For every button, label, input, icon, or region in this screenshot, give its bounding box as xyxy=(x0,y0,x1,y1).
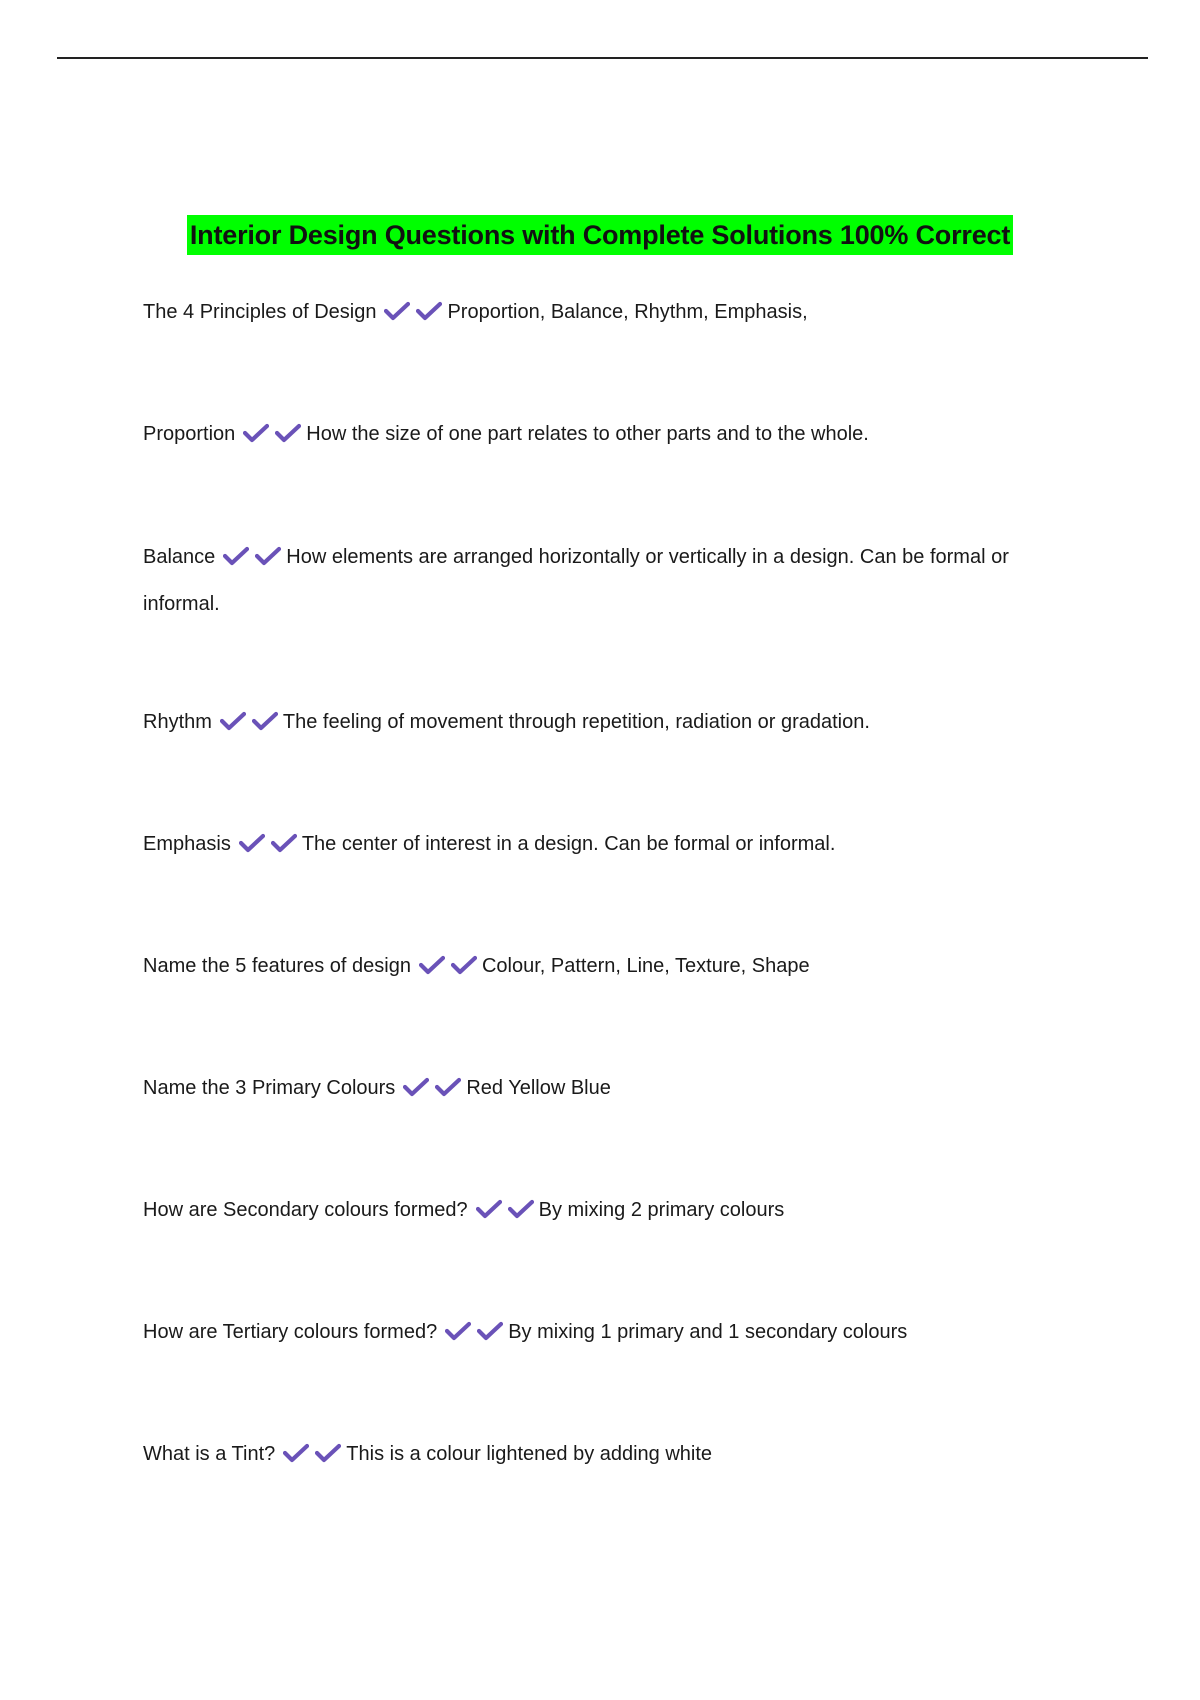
answer-text: Proportion, Balance, Rhythm, Emphasis, xyxy=(447,301,808,323)
qa-item xyxy=(143,1310,1063,1357)
double-checkmark-icon xyxy=(403,1069,462,1113)
checkmark-icon xyxy=(223,546,249,566)
qa-item xyxy=(143,1066,1063,1113)
checkmark-icon xyxy=(271,833,297,853)
question-text: Name the 3 Primary Colours xyxy=(143,1077,396,1099)
double-checkmark-icon xyxy=(239,825,298,869)
answer-text: How elements are arranged horizontally or vertically in a design. Can be formal or informal. xyxy=(143,546,1009,615)
checkmark-icon xyxy=(419,955,445,975)
question-text: Name the 5 features of design xyxy=(143,955,411,977)
double-checkmark-icon xyxy=(419,947,478,991)
qa-item xyxy=(143,1188,1063,1235)
question-text: The 4 Principles of Design xyxy=(143,301,377,323)
checkmark-icon xyxy=(403,1077,429,1097)
double-checkmark-icon xyxy=(220,703,279,747)
answer-text: By mixing 2 primary colours xyxy=(538,1199,785,1221)
checkmark-icon xyxy=(384,301,410,321)
double-checkmark-icon xyxy=(445,1313,504,1357)
qa-item xyxy=(143,290,1063,337)
checkmark-icon xyxy=(445,1321,471,1341)
checkmark-icon xyxy=(243,423,269,443)
checkmark-icon xyxy=(315,1443,341,1463)
checkmark-icon xyxy=(477,1321,503,1341)
header-rule xyxy=(57,57,1148,59)
qa-item xyxy=(143,944,1063,991)
checkmark-icon xyxy=(255,546,281,566)
qa-item xyxy=(143,1432,1063,1479)
checkmark-icon xyxy=(239,833,265,853)
question-text: How are Secondary colours formed? xyxy=(143,1199,468,1221)
checkmark-icon xyxy=(451,955,477,975)
checkmark-icon xyxy=(220,711,246,731)
question-text: What is a Tint? xyxy=(143,1443,276,1465)
checkmark-icon xyxy=(508,1199,534,1219)
checkmark-icon xyxy=(252,711,278,731)
double-checkmark-icon xyxy=(223,538,282,582)
answer-text: The center of interest in a design. Can be formal or informal. xyxy=(301,833,836,855)
answer-text: The feeling of movement through repetition, radiation or gradation. xyxy=(282,711,870,733)
question-text: Emphasis xyxy=(143,833,231,855)
double-checkmark-icon xyxy=(384,293,443,337)
checkmark-icon xyxy=(476,1199,502,1219)
qa-item xyxy=(143,700,1063,747)
checkmark-icon xyxy=(435,1077,461,1097)
answer-text: How the size of one part relates to other parts and to the whole. xyxy=(306,423,869,445)
document-title: Interior Design Questions with Complete Solutions 100% Correct xyxy=(187,215,1013,255)
question-text: How are Tertiary colours formed? xyxy=(143,1321,438,1343)
qa-item xyxy=(143,822,1063,869)
question-text: Rhythm xyxy=(143,711,212,733)
checkmark-icon xyxy=(416,301,442,321)
qa-item xyxy=(143,412,1063,459)
checkmark-icon xyxy=(275,423,301,443)
qa-item xyxy=(143,535,1063,626)
checkmark-icon xyxy=(283,1443,309,1463)
question-text: Balance xyxy=(143,546,216,568)
answer-text: This is a colour lightened by adding white xyxy=(346,1443,713,1465)
answer-text: Red Yellow Blue xyxy=(466,1077,611,1099)
answer-text: Colour, Pattern, Line, Texture, Shape xyxy=(481,955,810,977)
title-container xyxy=(0,215,1200,255)
double-checkmark-icon xyxy=(283,1435,342,1479)
double-checkmark-icon xyxy=(243,415,302,459)
question-text: Proportion xyxy=(143,423,236,445)
answer-text: By mixing 1 primary and 1 secondary colours xyxy=(508,1321,908,1343)
double-checkmark-icon xyxy=(476,1191,535,1235)
